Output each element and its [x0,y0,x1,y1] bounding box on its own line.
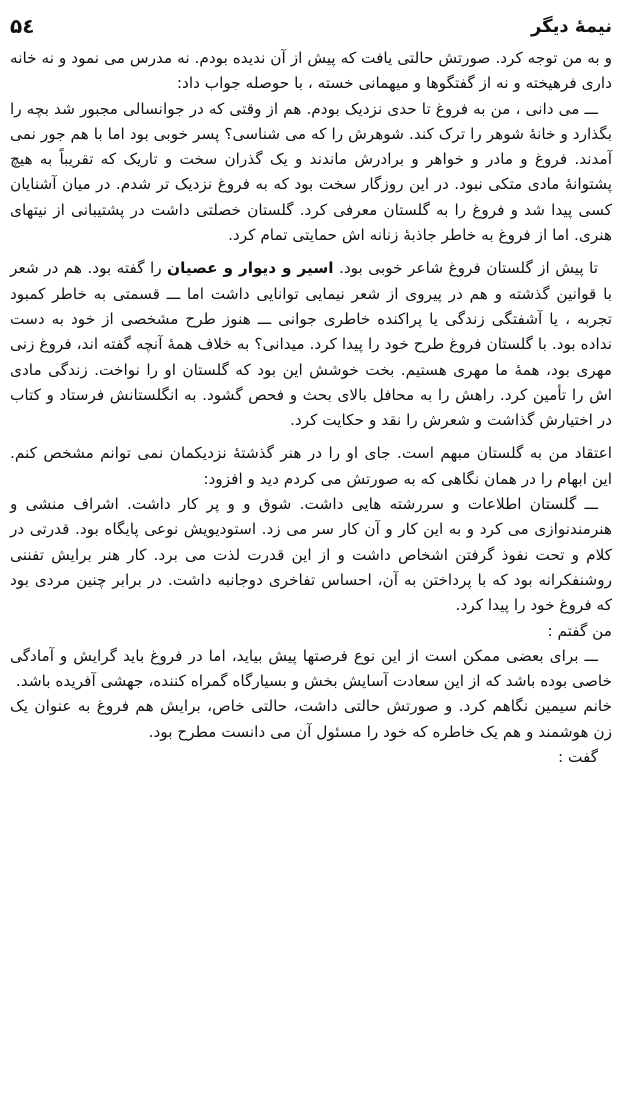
paragraph-1: و به من توجه کرد. صورتش حالتی یافت که پیش از آن ندیده بودم. نه مدرس می نمود و نه خانه داری فرهیخته و نه از گفتگوها و میهمانی خسته ، با حوصله جواب داد: [10,49,612,93]
page-header [10,8,612,44]
paragraph-3-start: تا پیش از گلستان فروغ شاعر خوبی بود. [333,259,598,278]
paragraph-8: خانم سیمین نگاهم کرد. و صورتش حالتی داشت، حالتی خاص، برایش هم فروغ به عنوان یک زن هوشمند و هم یک خاطره که خود را مسئول آن می دانست مطرح بود. [10,697,612,741]
paragraph-4: اعتقاد من به گلستان مبهم است. جای او را در هنر گذشتهٔ نزدیکمان نمی توانم مشخص کنم. این ابهام را در همان نگاهی که به صورتش می کردم دید و افزود: [10,444,612,488]
paragraph-7: ـــ برای بعضی ممکن است از این نوع فرصتها پیش بیاید، اما در فروغ باید گرایش و آمادگی خاصی بوده باشد که از این سعادت آسایش بخش و بسیارگاه گمراه کننده، جهشی آفریده باشد. [10,646,612,691]
body-text [10,46,612,770]
paragraph-3 [10,256,612,433]
paragraph-6: من گفتم : [547,621,612,640]
paragraph-3-rest: را گفته بود. هم در شعر با قوانین گذشته و هم در پیروی از شعر نیمایی توانایی داشت اما ـــ قسمتی به خاطر کمبود تجربه ، یا آشفتگی زندگی یا پراکنده خاطری جوانی ـــ هنوز طرح مشخصی از خود به دست نداده بود. با گلستان فروغ طرح خود را پیدا کرد. میدانی؟ به خلاف همهٔ آنچه گفته اند، فروغ زنی مهری بود، همهٔ ما مهری هستیم. بخت خوشش این بود که گلستان او را نواخت. زندگی مادی اش را تأمین کرد. راهش را به محافل بالای بحث و فحص گشود. به انگلستانش فرستاد و کتاب در اختیارش گذاشت و شعرش را نقد و حکایت کرد. [10,259,612,430]
book-titles: اسیر و دیوار و عصیان [167,259,334,278]
paragraph-5: ـــ گلستان اطلاعات و سررشته هایی داشت. شوق و و پر کار داشت. اشراف منشی و هنرمندنوازی می کرد و به این کار و آن کار سر می زد. استودیویش نوعی پایگاه بود. قدرتی در کلام و تحت نفوذ گرفتن اشخاص داشت و از این قدرت لذت می برد. کار هنر برایش تفننی روشنفکرانه بود که با پرداختن به آن، احساس تفاخری دوجانبه داشت. در برابر چنین مردی بود که فروغ خود را پیدا کرد. [10,495,612,615]
paragraph-2: ـــ می دانی ، من به فروغ تا حدی نزدیک بودم. هم از وقتی که در جوانسالی مجبور شد بچه را بگذارد و خانهٔ شوهر را ترک کند. شوهرش را که می شناسی؟ پسر خوبی بود اما با هم جور نمی آمدند. فروغ و مادر و خواهر و برادرش ماندند و یک گذران سخت و تاریک که تقریباً به هیچ پشتوانهٔ مادی متکی نبود. در این روزگار سخت بود که به فروغ نزدیک تر شدم. در میان آشنایان کسی پیدا شد و فروغ را به گلستان معرفی کرد. گلستان خصلتی داشت در پشتیبانی از نیتهای هنری. اما از فروغ به خاطر جاذبهٔ زنانه اش حمایتی تمام کرد. [10,99,612,245]
running-head: نیمهٔ دیگر [530,15,612,37]
page-number: ۵٤ [10,14,35,38]
paragraph-9: گفت : [557,748,598,767]
